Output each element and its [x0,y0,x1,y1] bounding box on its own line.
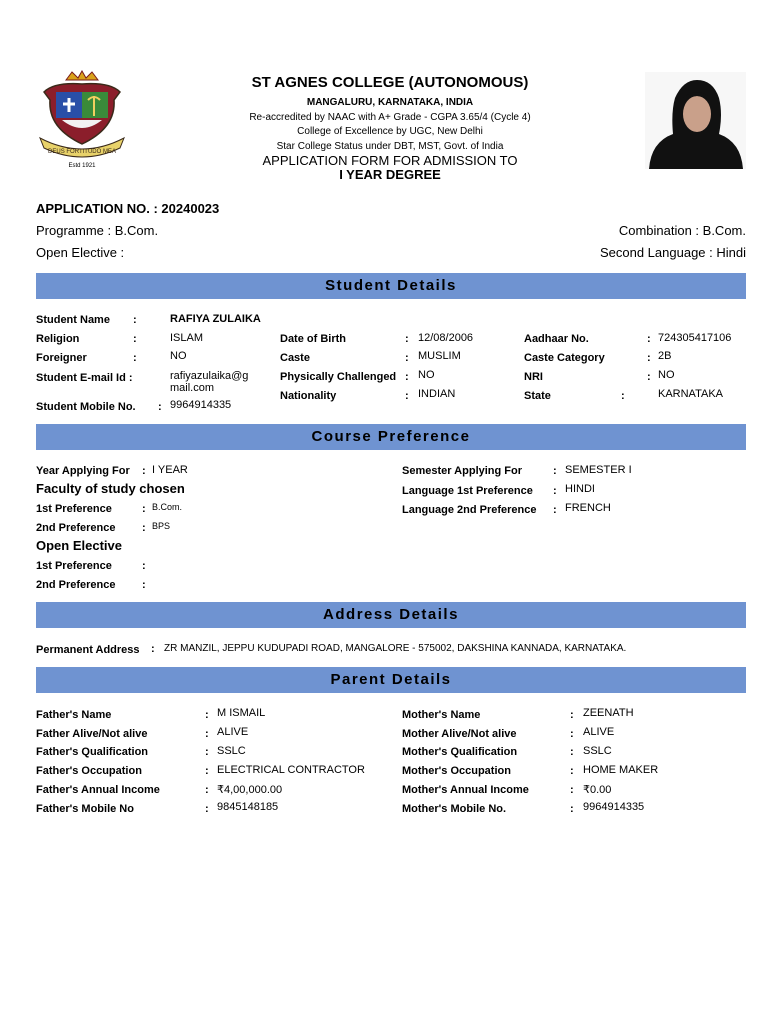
mother-occupation-value: HOME MAKER [583,764,659,776]
colon: : [647,333,651,345]
mother-alive-value: ALIVE [583,726,615,738]
colon: : [405,390,409,402]
colon: : [205,765,209,777]
physically-value: NO [418,369,435,381]
pref1-value: B.Com. [152,502,183,512]
colon: : [158,401,162,413]
colon: : [133,314,137,326]
physically-label: Physically Challenged [280,371,397,383]
semester-value: SEMESTER I [565,464,632,476]
colon: : [570,803,574,815]
mother-qualification-value: SSLC [583,745,612,757]
colon: : [570,784,574,796]
form-title: APPLICATION FORM FOR ADMISSION TO [262,153,518,168]
semester-label: Semester Applying For [402,465,523,477]
mother-alive-label: Mother Alive/Not alive [402,728,517,740]
pref2-value: BPS [152,521,171,531]
state-label: State [524,390,551,402]
dob-label: Date of Birth [280,333,346,345]
category-label: Caste Category [524,352,605,364]
colon: : [205,709,209,721]
permanent-address-label: Permanent Address [36,644,140,656]
elective-pref2-label: 2nd Preference [36,579,116,591]
colon: : [570,746,574,758]
permanent-address-value: ZR MANZIL, JEPPU KUDUPADI ROAD, MANGALORE - 575002, DAKSHINA KANNADA, KARNATAKA. [164,643,627,654]
father-mobile-label: Father's Mobile No [36,803,134,815]
lang2-value: FRENCH [565,502,611,514]
mother-mobile-label: Mother's Mobile No. [402,803,507,815]
colon: : [205,728,209,740]
father-alive-label: Father Alive/Not alive [36,728,148,740]
father-name-label: Father's Name [36,709,112,721]
mother-occupation-label: Mother's Occupation [402,765,511,777]
caste-value: MUSLIM [418,350,461,362]
colon: : [151,643,155,655]
parent-details-header: Parent Details [36,667,746,693]
pref2-label: 2nd Preference [36,522,116,534]
email-line1: rafiyazulaika@g [170,370,249,382]
lang1-value: HINDI [565,483,595,495]
colon: : [621,390,625,402]
colon: : [133,352,137,364]
colon: : [133,333,137,345]
colon: : [405,371,409,383]
state-value: KARNATAKA [658,388,723,400]
dob-value: 12/08/2006 [418,332,474,344]
colon: : [405,352,409,364]
colon: : [142,560,146,572]
college-name: ST AGNES COLLEGE (AUTONOMOUS) [251,74,529,91]
student-name-label: Student Name [36,314,110,326]
logo-motto: DEUS FORTITUDO MEA [48,149,116,155]
lang2-label: Language 2nd Preference [402,504,537,516]
colon: : [142,522,146,534]
colon: : [205,803,209,815]
colon: : [553,465,557,477]
open-elective: Open Elective : [36,245,125,260]
faculty-heading: Faculty of study chosen [36,481,185,496]
second-language: Second Language : Hindi [599,245,746,260]
open-elective-heading: Open Elective [36,538,122,553]
colon: : [205,746,209,758]
colon: : [205,784,209,796]
father-name-value: M ISMAIL [217,707,266,719]
religion-label: Religion [36,333,80,345]
degree-title: I YEAR DEGREE [339,167,441,182]
mother-income-label: Mother's Annual Income [402,784,529,796]
colon: : [553,504,557,516]
colon: : [570,765,574,777]
college-crest-icon [36,70,128,172]
colon: : [142,465,146,477]
mobile-value: 9964914335 [170,399,232,411]
year-label: Year Applying For [36,465,130,477]
course-preference-header: Course Preference [36,424,746,450]
colon: : [553,485,557,497]
aadhaar-label: Aadhaar No. [524,333,589,345]
star-status-text: Star College Status under DBT, MST, Govt. of India [276,141,504,152]
colon: : [142,579,146,591]
mother-name-value: ZEENATH [583,707,634,719]
foreigner-label: Foreigner [36,352,87,364]
nationality-value: INDIAN [418,388,456,400]
mother-mobile-value: 9964914335 [583,801,645,813]
father-mobile-value: 9845148185 [217,801,279,813]
lang1-label: Language 1st Preference [402,485,533,497]
accreditation-text: Re-accredited by NAAC with A+ Grade - CGPA 3.65/4 (Cycle 4) [249,112,531,123]
colon: : [142,503,146,515]
colon: : [647,371,651,383]
student-photo [645,72,746,169]
student-name: RAFIYA ZULAIKA [170,313,261,325]
colon: : [405,333,409,345]
programme: Programme : B.Com. [36,223,159,238]
address-details-header: Address Details [36,602,746,628]
religion-value: ISLAM [170,332,204,344]
mobile-label: Student Mobile No. [36,401,136,413]
father-qualification-value: SSLC [217,745,246,757]
father-alive-value: ALIVE [217,726,249,738]
email-label: Student E-mail Id : [36,372,133,384]
application-number: APPLICATION NO. : 20240023 [36,201,220,216]
elective-pref1-label: 1st Preference [36,560,112,572]
logo-estd: Estd 1921 [68,163,96,169]
father-qualification-label: Father's Qualification [36,746,149,758]
colon: : [570,728,574,740]
excellence-text: College of Excellence by UGC, New Delhi [297,126,483,137]
colon: : [570,709,574,721]
mother-income-value: ₹0.00 [583,784,612,796]
nri-value: NO [658,369,675,381]
father-income-label: Father's Annual Income [36,784,160,796]
pref1-label: 1st Preference [36,503,112,515]
foreigner-value: NO [170,350,187,362]
category-value: 2B [658,350,672,362]
father-occupation-label: Father's Occupation [36,765,142,777]
caste-label: Caste [280,352,310,364]
colon: : [647,352,651,364]
aadhaar-value: 724305417106 [658,332,732,344]
nationality-label: Nationality [280,390,337,402]
email-line2: mail.com [170,382,215,394]
student-details-header: Student Details [36,273,746,299]
combination: Combination : B.Com. [618,223,746,238]
father-income-value: ₹4,00,000.00 [217,784,283,796]
college-location: MANGALURU, KARNATAKA, INDIA [306,97,474,108]
mother-qualification-label: Mother's Qualification [402,746,518,758]
nri-label: NRI [524,371,543,383]
father-occupation-value: ELECTRICAL CONTRACTOR [217,764,365,776]
year-value: I YEAR [152,464,188,476]
mother-name-label: Mother's Name [402,709,481,721]
